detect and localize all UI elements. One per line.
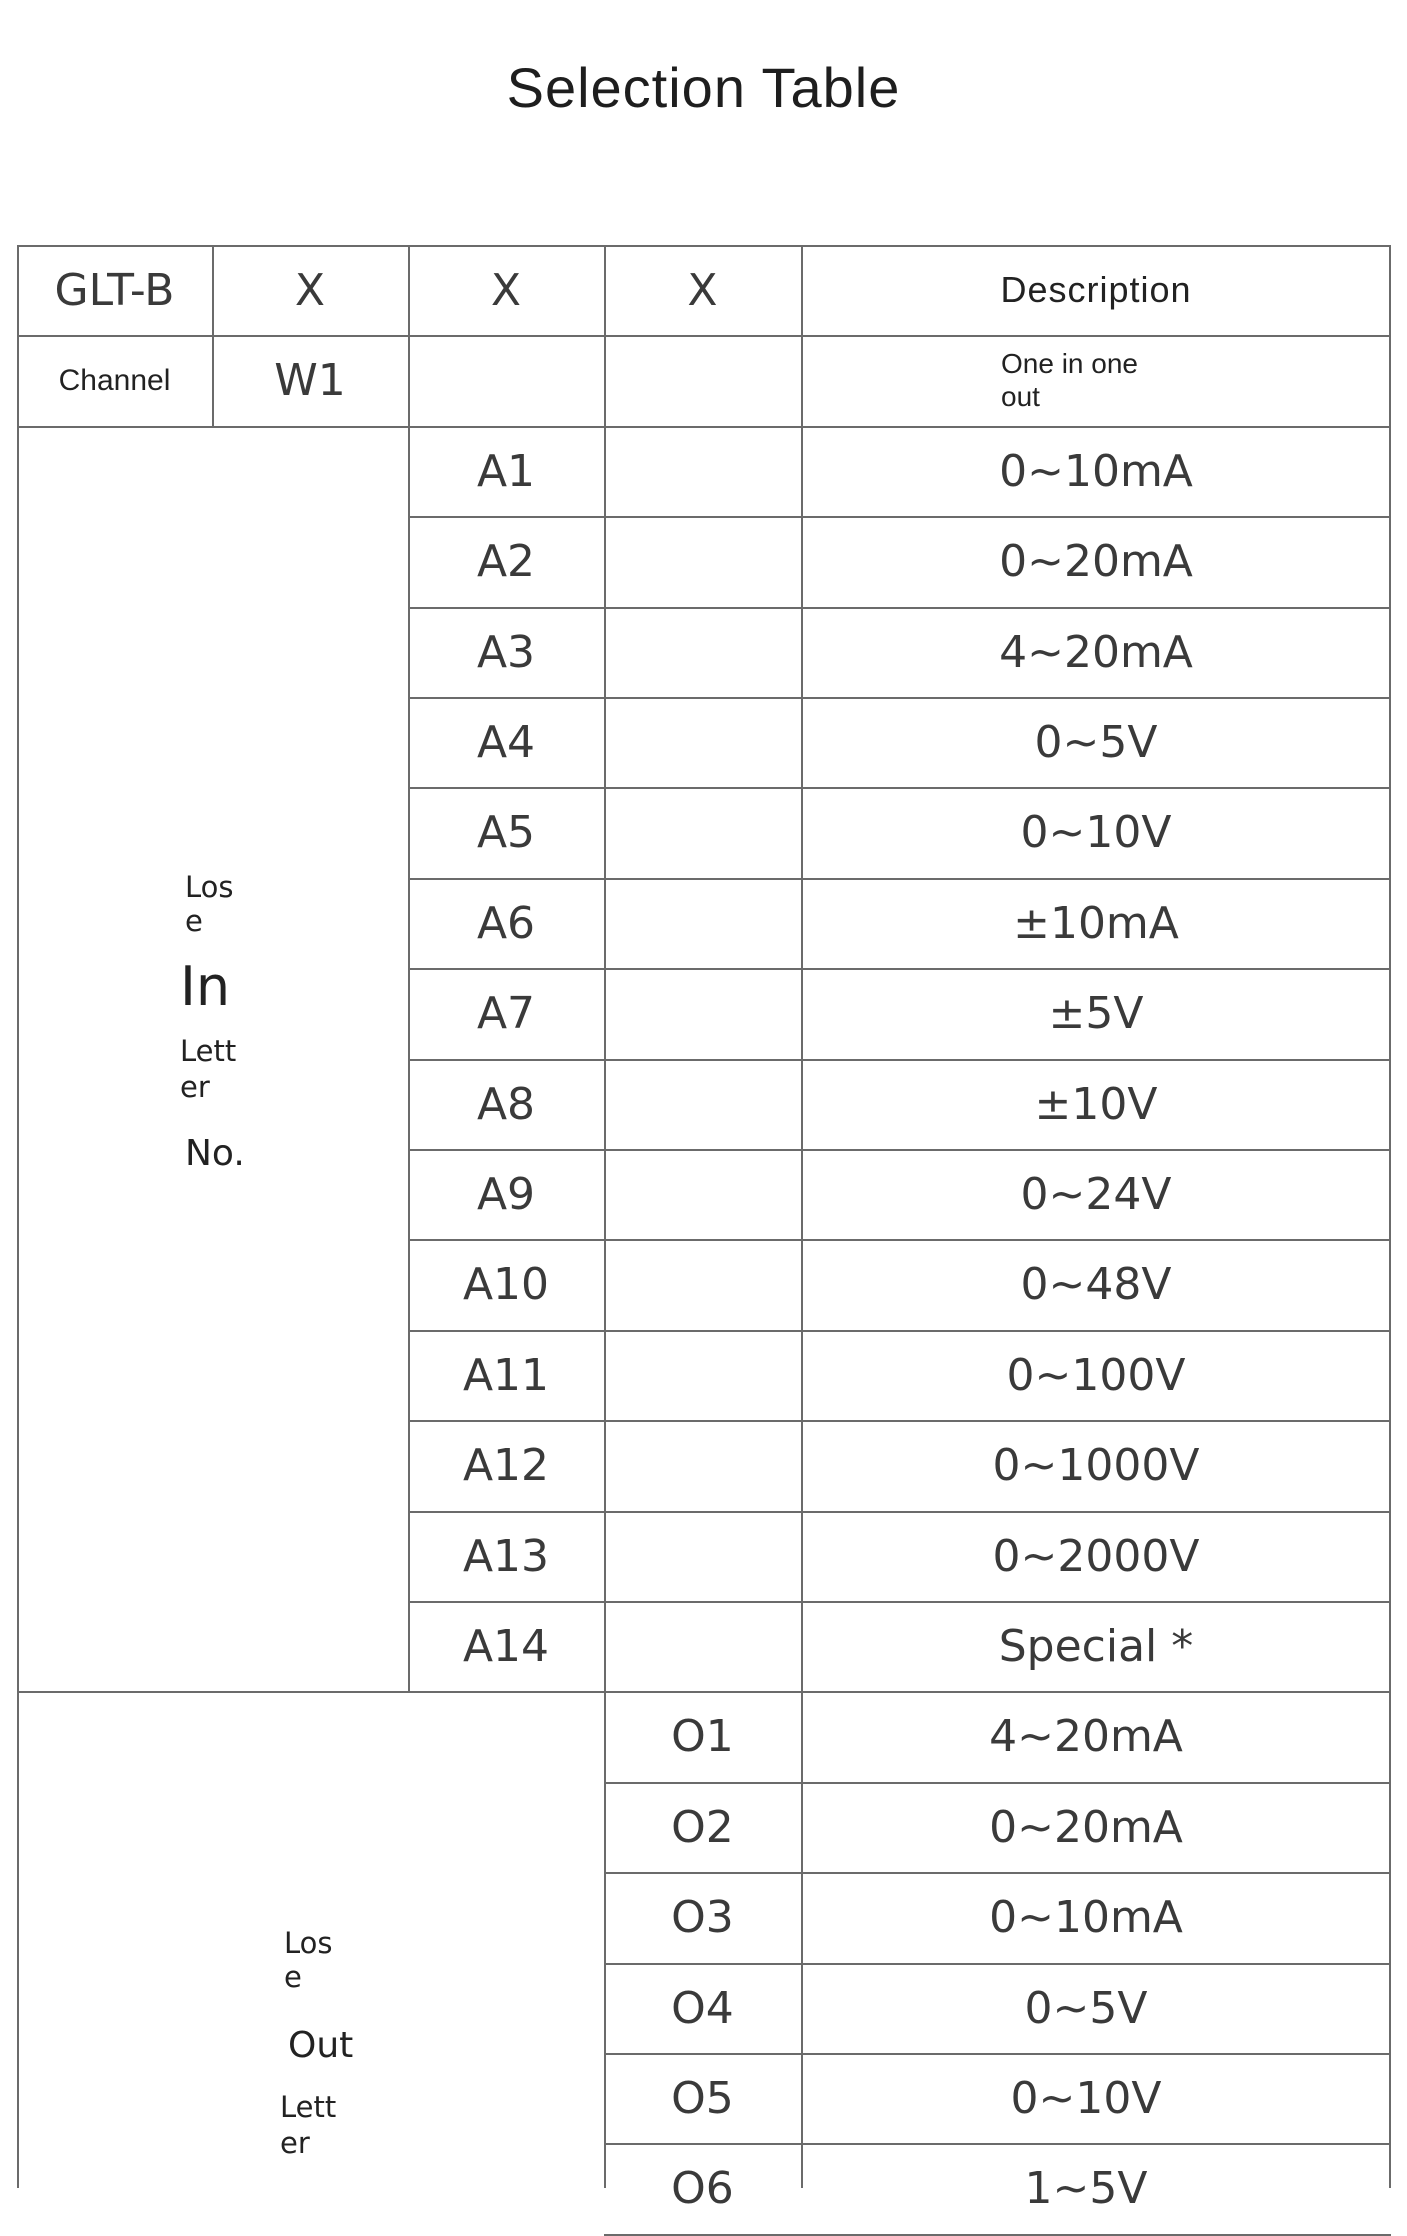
header-x3: X	[687, 264, 718, 316]
input-code: A2	[476, 536, 536, 587]
output-description: 0~20mA	[989, 1801, 1183, 1853]
header-model: GLT-B	[54, 264, 175, 316]
input-description: 0~24V	[1020, 1168, 1172, 1220]
channel-code: W1	[274, 355, 346, 406]
input-description: 4~20mA	[999, 626, 1193, 678]
input-description: 0~10V	[1020, 807, 1172, 858]
output-group-label-part: Out	[288, 2025, 354, 2066]
input-code: A1	[476, 445, 536, 497]
output-group-label-part: e	[284, 1960, 302, 1994]
input-code: A10	[462, 1259, 550, 1310]
output-description: 4~20mA	[989, 1711, 1183, 1762]
input-description: 0~5V	[1034, 716, 1158, 768]
input-code: A5	[476, 807, 536, 858]
input-code: A12	[462, 1440, 550, 1491]
header-x1: X	[294, 264, 326, 316]
output-description: 1~5V	[1024, 2163, 1148, 2214]
input-code: A9	[476, 1168, 536, 1220]
input-description: 0~100V	[1006, 1349, 1186, 1401]
input-description: Special *	[998, 1620, 1194, 1672]
input-group-label-part: Los	[185, 870, 234, 904]
input-group-label-part: er	[180, 1070, 210, 1104]
input-description: ±10mA	[1013, 897, 1179, 949]
input-group-label-part: In	[180, 955, 231, 1018]
channel-label: Channel	[58, 363, 171, 397]
output-group-label-part: Lett	[280, 2090, 337, 2124]
output-group-label-part: Los	[284, 1926, 333, 1960]
input-code: A7	[476, 988, 536, 1039]
input-description: 0~2000V	[992, 1530, 1200, 1582]
input-description: 0~1000V	[992, 1440, 1200, 1491]
channel-description-line2: out	[1001, 380, 1040, 412]
input-code: A14	[462, 1620, 550, 1672]
input-code: A8	[476, 1078, 536, 1130]
input-code: A11	[462, 1349, 550, 1401]
output-code: O4	[671, 1982, 734, 2034]
input-code: A6	[476, 897, 536, 949]
output-description: 0~10mA	[989, 1892, 1183, 1943]
input-code: A13	[462, 1530, 550, 1582]
input-description: 0~48V	[1020, 1259, 1172, 1310]
input-description: 0~20mA	[999, 536, 1193, 587]
output-code: O6	[671, 2163, 734, 2214]
output-code: O1	[671, 1711, 734, 1762]
input-group-label-part: e	[185, 904, 203, 938]
channel-description	[1001, 335, 1201, 426]
output-code: O3	[671, 1892, 734, 1943]
input-description: ±5V	[1048, 988, 1144, 1039]
input-description: 0~10mA	[999, 445, 1193, 497]
output-group-label-part: er	[280, 2126, 310, 2160]
output-description: 0~5V	[1024, 1982, 1148, 2034]
output-code: O2	[671, 1801, 734, 1853]
input-group-label-part: No.	[185, 1133, 245, 1174]
page-title: Selection Table	[506, 56, 901, 119]
channel-description-line1: One in one	[1001, 348, 1138, 380]
left-border	[17, 245, 19, 2188]
output-description: 0~10V	[1010, 2072, 1162, 2124]
header-description: Description	[1000, 269, 1192, 310]
header-x2: X	[490, 264, 522, 316]
input-code: A3	[476, 626, 536, 678]
output-code: O5	[671, 2072, 734, 2124]
input-group-label-part: Lett	[180, 1034, 237, 1068]
input-description: ±10V	[1034, 1078, 1158, 1130]
input-code: A4	[476, 716, 536, 768]
